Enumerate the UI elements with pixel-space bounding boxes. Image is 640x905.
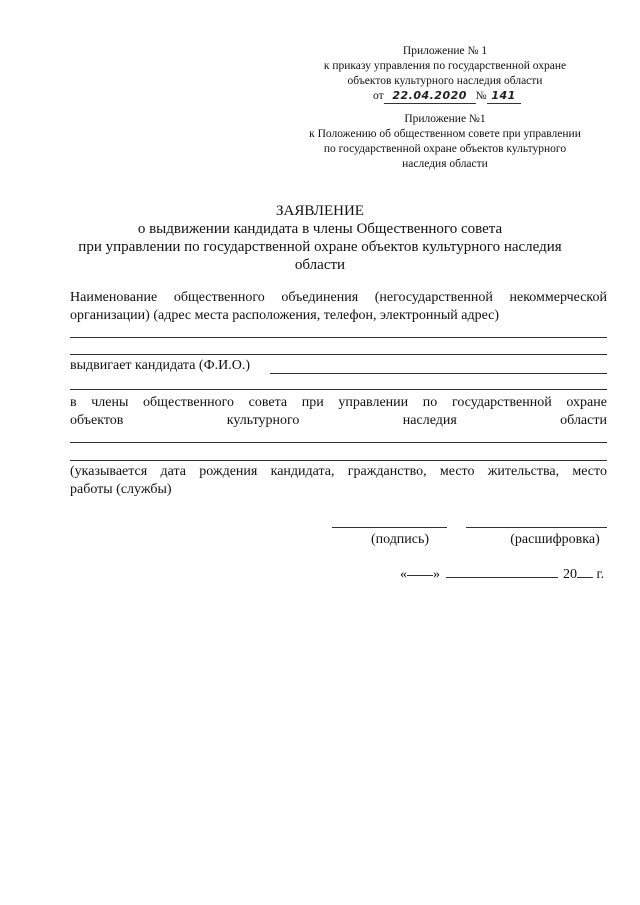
appendix2-heritage-line: наследия области: [402, 158, 488, 170]
month-field[interactable]: [446, 577, 558, 578]
day-field[interactable]: [407, 575, 433, 576]
statement-subtitle-line2: при управлении по государственной охране объектов культурного наследия: [78, 239, 562, 255]
note-line2: работы (службы): [70, 482, 172, 497]
year-suffix: г.: [596, 567, 605, 582]
signature-label: (подпись): [370, 532, 430, 547]
nominates-label: выдвигает кандидата (Ф.И.О.): [70, 358, 251, 373]
year-field[interactable]: [577, 577, 593, 578]
org-fill-line-2[interactable]: [70, 354, 607, 355]
org-fill-line-1[interactable]: [70, 337, 607, 338]
handwritten-number: 141: [487, 89, 521, 104]
members-fill-line-1[interactable]: [70, 442, 607, 443]
open-quote: «: [400, 567, 407, 582]
decoding-field[interactable]: [466, 527, 607, 528]
from-prefix: от: [373, 90, 384, 102]
number-sign: №: [475, 90, 487, 102]
members-line1: в члены общественного совета при управлении по государственной охране: [70, 395, 607, 410]
candidate-fill-line[interactable]: [70, 389, 607, 390]
candidate-name-field[interactable]: [270, 373, 607, 374]
appendix2-title: Приложение №1: [404, 113, 486, 125]
signature-field[interactable]: [332, 527, 447, 528]
note-line1: (указывается дата рождения кандидата, гражданство, место жительства, место: [70, 464, 607, 479]
appendix1-date-row: [373, 89, 521, 104]
appendix1-heritage-line: объектов культурного наследия области: [347, 75, 543, 87]
appendix2-protection-line: по государственной охране объектов культурного: [323, 143, 567, 155]
members-fill-line-2[interactable]: [70, 460, 607, 461]
statement-heading: ЗАЯВЛЕНИЕ: [276, 203, 364, 219]
year-prefix: 20: [563, 567, 577, 582]
appendix2-regulation-line: к Положению об общественном совете при управлении: [309, 128, 581, 140]
org-label-line1: Наименование общественного объединения (негосударственной некоммерческой: [70, 290, 607, 305]
handwritten-date: 22.04.2020: [384, 89, 476, 104]
members-line2: объектов культурного наследия области: [70, 413, 607, 428]
date-line: [400, 566, 604, 584]
statement-subtitle-line1: о выдвижении кандидата в члены Общественного совета: [137, 221, 503, 237]
decoding-label: (расшифровка): [510, 532, 600, 547]
close-quote: »: [433, 567, 440, 582]
org-label-line2: организации) (адрес места расположения, телефон, электронный адрес): [70, 308, 500, 323]
appendix1-title: Приложение № 1: [402, 45, 488, 57]
appendix1-order-line: к приказу управления по государственной охране: [323, 60, 567, 72]
statement-subtitle-line3: области: [294, 257, 346, 273]
